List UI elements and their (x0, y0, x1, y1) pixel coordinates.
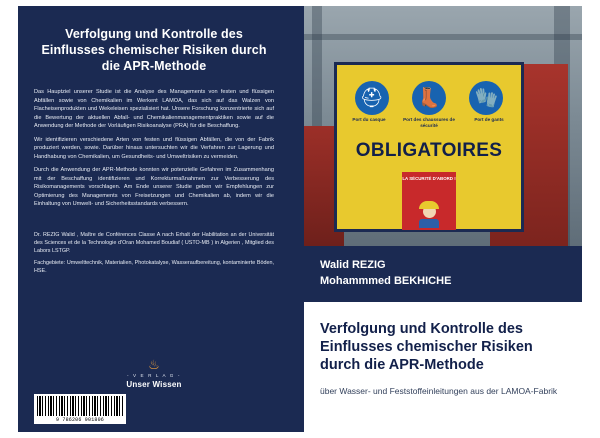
back-cover-abstract (34, 88, 274, 209)
front-cover-panel (304, 6, 582, 432)
helmet-icon (355, 81, 389, 115)
glove-icon-glyph: 🧤 (474, 87, 499, 109)
safety-sign-captions (337, 117, 521, 128)
publisher-name: Unser Wissen (126, 380, 182, 389)
caption-gloves: Port de gants (474, 117, 504, 122)
safety-first-text: LA SÉCURITÉ D'ABORD ! (402, 176, 456, 182)
publisher-logo-back (126, 358, 181, 389)
author-biography (34, 231, 274, 276)
book-spine (290, 6, 304, 432)
safety-sign-icons (337, 65, 521, 117)
barcode-bars (37, 396, 123, 416)
back-cover-title: Verfolgung und Kontrolle des Einflusses chemischer Risiken durch die APR-Methode (41, 27, 267, 73)
author-name-2: Mohammmed BEKHICHE (320, 274, 452, 287)
flame-icon: ♨ (148, 357, 160, 372)
worker-icon (416, 199, 442, 227)
safety-boot-icon-glyph: 👢 (417, 87, 441, 109)
front-cover-authors (304, 250, 582, 300)
barcode-number: 9 786206 901806 (55, 417, 104, 423)
safety-sign-main-text: OBLIGATOIRES (355, 140, 503, 162)
safety-sign (334, 62, 524, 232)
worker-body (419, 219, 439, 228)
author-bio-paragraph-2: Fachgebiete: Umwelttechnik, Materialien, Photokatalyse, Wasseraufbereitung, kontaminierte Böden, HSE. (34, 259, 274, 274)
front-cover-subtitle: über Wasser- und Feststoffeinleitungen aus der LAMOA-Fabrik (320, 386, 558, 397)
abstract-paragraph-2: Wir identifizieren verschiedene Arten von festen und flüssigen Abfällen, die von der Fabrik produziert werden, sowie. Darüber hinaus untersuchten wir die Verfahren zur Lagerung und Handhabung von Chemikalien, um Gesundheits- und Umweltrisiken zu vermeiden. (34, 136, 274, 160)
author-bio-paragraph-1: Dr. REZIG Walid , Maître de Conférences Classe A nach Erhalt der Habilitation an der Universität des Sciences et de la Technologie d'Oran Mohamed Boudiaf ( USTO-MB ) in Algerien , Mitglied des Labors LSTGP. (34, 231, 274, 254)
glove-icon (469, 81, 503, 115)
caption-helmet: Port du casque (352, 117, 386, 122)
back-cover-panel (18, 6, 290, 432)
barcode-icon (34, 394, 126, 424)
safety-boot-icon (412, 81, 446, 115)
publisher-verlag-label: - V E R L A G - (127, 373, 181, 378)
front-cover-title-block (304, 302, 582, 432)
abstract-paragraph-1: Das Hauptziel unserer Studie ist die Analyse des Managements von festen und flüssigen Abfällen sowie von Chemikalien im Werkent LAMOA, das sich auf das Walzen von Flacheisenprodukten und Wekeleisen spezialisiert hat. Unsere Forschung konzentrierte sich auf die Bewertung der aktuellen Abfall- und Chemikalienmanagementpraktiken sowie auf die Anwendung der Methode der Vorläufigen Risikoanalyse (PRA) für die Beschaffung. (34, 89, 274, 129)
worker-hat (419, 201, 439, 209)
abstract-paragraph-3: Durch die Anwendung der APR-Methode konnten wir potenzielle Gefahren im Zusammenhang mit der Beschaffung identifizieren und Korrekturmaßnahmen zur Verbesserung des Risikomanagements vorschlagen. Am Ende unserer Studie geben wir Empfehlungen zur Optimierung des Managements von Freisetzungen und Chemikalien ab, indem wir die Einhaltung von Umwelt- und Sicherheitsstandards verbessern. (34, 167, 274, 207)
front-cover-title: Verfolgung und Kontrolle des Einflusses chemischer Risiken durch die APR-Methode (320, 321, 533, 374)
safety-first-badge (402, 172, 456, 230)
safety-signage-photo (304, 6, 582, 246)
photo-beam-top (304, 34, 582, 40)
author-name-1: Walid REZIG (320, 259, 386, 271)
back-cover-footer (18, 358, 290, 424)
helmet-icon-glyph: ⛑ (359, 87, 384, 109)
caption-boots: Port des chaussures de sécurité (403, 117, 455, 128)
